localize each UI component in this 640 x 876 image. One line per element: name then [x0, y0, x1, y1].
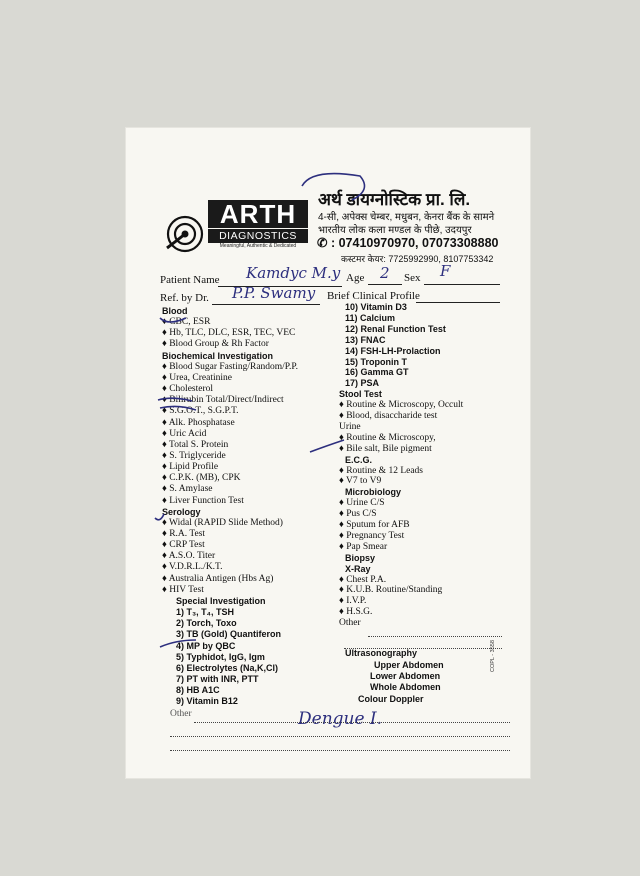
numbered-test: 16) Gamma GT	[345, 367, 409, 378]
test-item: ♦ S. Triglyceride	[162, 450, 226, 461]
numbered-test: 11) Calcium	[345, 312, 396, 323]
test-item: ♦ Blood, disaccharide test	[339, 411, 438, 421]
test-item: ♦ K.U.B. Routine/Standing	[339, 585, 443, 596]
numbered-test: 14) FSH-LH-Prolaction	[345, 345, 441, 356]
address-line-2: भारतीय लोक कला मण्डल के पीछे, उदयपुर	[318, 225, 472, 236]
check-mark-icon	[155, 514, 164, 520]
subsection-heading: Microbiology	[345, 487, 401, 498]
numbered-test: 10) Vitamin D3	[345, 302, 407, 312]
test-item: ♦ Routine & 12 Leads	[339, 465, 424, 476]
numbered-test: 5) Typhidot, IgG, Igm	[176, 651, 265, 662]
test-item: ♦ Uric Acid	[162, 428, 207, 439]
section-heading: Stool Test	[339, 389, 382, 400]
patient-name-label: Patient Name	[160, 274, 220, 286]
subsection-heading: E.C.G.	[345, 454, 373, 465]
numbered-test: 9) Vitamin B12	[176, 696, 238, 707]
test-item: ♦ Pap Smear	[339, 541, 388, 552]
check-mark-icon	[160, 318, 186, 322]
numbered-test: 2) Torch, Toxo	[176, 618, 237, 629]
ultrasound-whole-abdomen: Whole Abdomen	[370, 682, 441, 692]
age-value: 2	[380, 264, 390, 282]
age-label: Age	[346, 272, 365, 284]
test-item: ♦ Pregnancy Test	[339, 530, 405, 541]
brand-subtitle: DIAGNOSTICS	[208, 229, 308, 243]
test-item: ♦ V.D.R.L./K.T.	[162, 562, 223, 573]
ultrasound-lower-abdomen: Lower Abdomen	[370, 671, 441, 681]
test-item: ♦ S.G.O.T., S.G.P.T.	[162, 406, 239, 417]
section-heading: Serology	[162, 506, 201, 517]
sex-value: F	[440, 262, 451, 280]
test-item: ♦ Chest P.A.	[339, 574, 387, 585]
test-item: ♦ Sputum for AFB	[339, 520, 410, 530]
patient-name-value: Kamdyc M.y	[246, 264, 341, 282]
test-item: ♦ Urine C/S	[339, 498, 385, 509]
test-item: ♦ Hb, TLC, DLC, ESR, TEC, VEC	[162, 328, 296, 339]
test-item: ♦ V7 to V9	[339, 476, 382, 487]
test-item: ♦ Blood Sugar Fasting/Random/P.P.	[162, 361, 299, 372]
test-item: ♦ Routine & Microscopy,	[339, 432, 436, 443]
numbered-test: 12) Renal Function Test	[345, 323, 446, 334]
subsection-heading: Special Investigation	[176, 595, 266, 606]
brand-name: ARTH	[208, 200, 308, 228]
check-mark-icon	[160, 640, 196, 647]
handwritten-diagnosis: Dengue I.	[298, 709, 383, 729]
phone-numbers: ✆ : 07410970970, 07073308880	[317, 236, 499, 250]
subsection-heading: Biopsy	[345, 552, 376, 563]
address-line-1: 4-सी, अपेक्स चेम्बर, मधुबन, केनरा बैंक के सामने	[318, 212, 495, 223]
test-item: ♦ Liver Function Test	[162, 495, 244, 506]
numbered-test: 15) Troponin T	[345, 356, 407, 367]
numbered-test: 6) Electrolytes (Na,K,Cl)	[176, 662, 279, 673]
test-item: ♦ Cholesterol	[162, 384, 214, 395]
numbered-test: 17) PSA	[345, 378, 380, 389]
ultrasound-colour-doppler: Colour Doppler	[358, 694, 424, 704]
section-heading: Blood	[162, 306, 188, 316]
numbered-test: 4) MP by QBC	[176, 640, 236, 651]
test-item: ♦ C.P.K. (MB), CPK	[162, 473, 241, 484]
customer-care: कस्टमर केयर: 7725992990, 8107753342	[341, 254, 494, 264]
test-item: ♦ Bilirubin Total/Direct/Indirect	[162, 395, 284, 406]
test-item: ♦ A.S.O. Titer	[162, 551, 216, 562]
numbered-test: 8) HB A1C	[176, 685, 220, 696]
ultrasound-upper-abdomen: Upper Abdomen	[374, 660, 444, 670]
sex-label: Sex	[404, 272, 421, 284]
numbered-test: 7) PT with INR, PTT	[176, 673, 259, 684]
footer-other-label: Other	[170, 709, 192, 719]
test-item: ♦ R.A. Test	[162, 529, 206, 539]
test-item: ♦ I.V.P.	[339, 596, 367, 607]
test-item: ♦ H.S.G.	[339, 607, 373, 618]
test-item: ♦ Lipid Profile	[162, 462, 219, 473]
test-item: ♦ Bile salt, Bile pigment	[339, 443, 432, 454]
ref-by-value: P.P. Swamy	[232, 284, 316, 302]
test-item: ♦ CBC, ESR	[162, 317, 211, 328]
brand-tagline: Meaningful, Authentic & Dedicated	[219, 243, 297, 249]
company-circle-mark	[302, 174, 365, 200]
test-item: ♦ Urea, Creatinine	[162, 372, 232, 383]
test-item: ♦ S. Amylase	[162, 484, 213, 495]
form-code: COPL - 3558	[490, 640, 496, 672]
check-mark-icon	[158, 398, 196, 410]
subsection-heading: X-Ray	[345, 563, 371, 574]
section-heading: Biochemical Investigation	[162, 350, 274, 361]
numbered-test: 13) FNAC	[345, 334, 386, 345]
test-item: ♦ Total S. Protein	[162, 439, 229, 450]
test-item: ♦ Blood Group & Rh Factor	[162, 339, 269, 350]
other-label: Other	[339, 618, 361, 629]
ref-by-label: Ref. by Dr.	[160, 292, 209, 304]
ultrasonography-title: Ultrasonography	[345, 648, 418, 658]
test-item: ♦ Alk. Phosphatase	[162, 417, 235, 428]
check-mark-icon	[310, 440, 344, 452]
test-item: ♦ CRP Test	[162, 540, 205, 551]
numbered-test: 1) T₃, T₄, TSH	[176, 607, 234, 618]
test-item: ♦ HIV Test	[162, 584, 204, 595]
clinical-profile-label: Brief Clinical Profile	[327, 290, 420, 302]
company-name: अर्थ डायग्नोस्टिक प्रा. लि.	[318, 190, 471, 209]
test-item: ♦ Routine & Microscopy, Occult	[339, 400, 464, 411]
numbered-test: 3) TB (Gold) Quantiferon	[176, 629, 281, 640]
section-heading: Urine	[339, 421, 361, 432]
test-item: ♦ Australia Antigen (Hbs Ag)	[162, 573, 274, 584]
test-item: ♦ Widal (RAPID Slide Method)	[162, 517, 283, 528]
test-item: ♦ Pus C/S	[339, 509, 377, 520]
